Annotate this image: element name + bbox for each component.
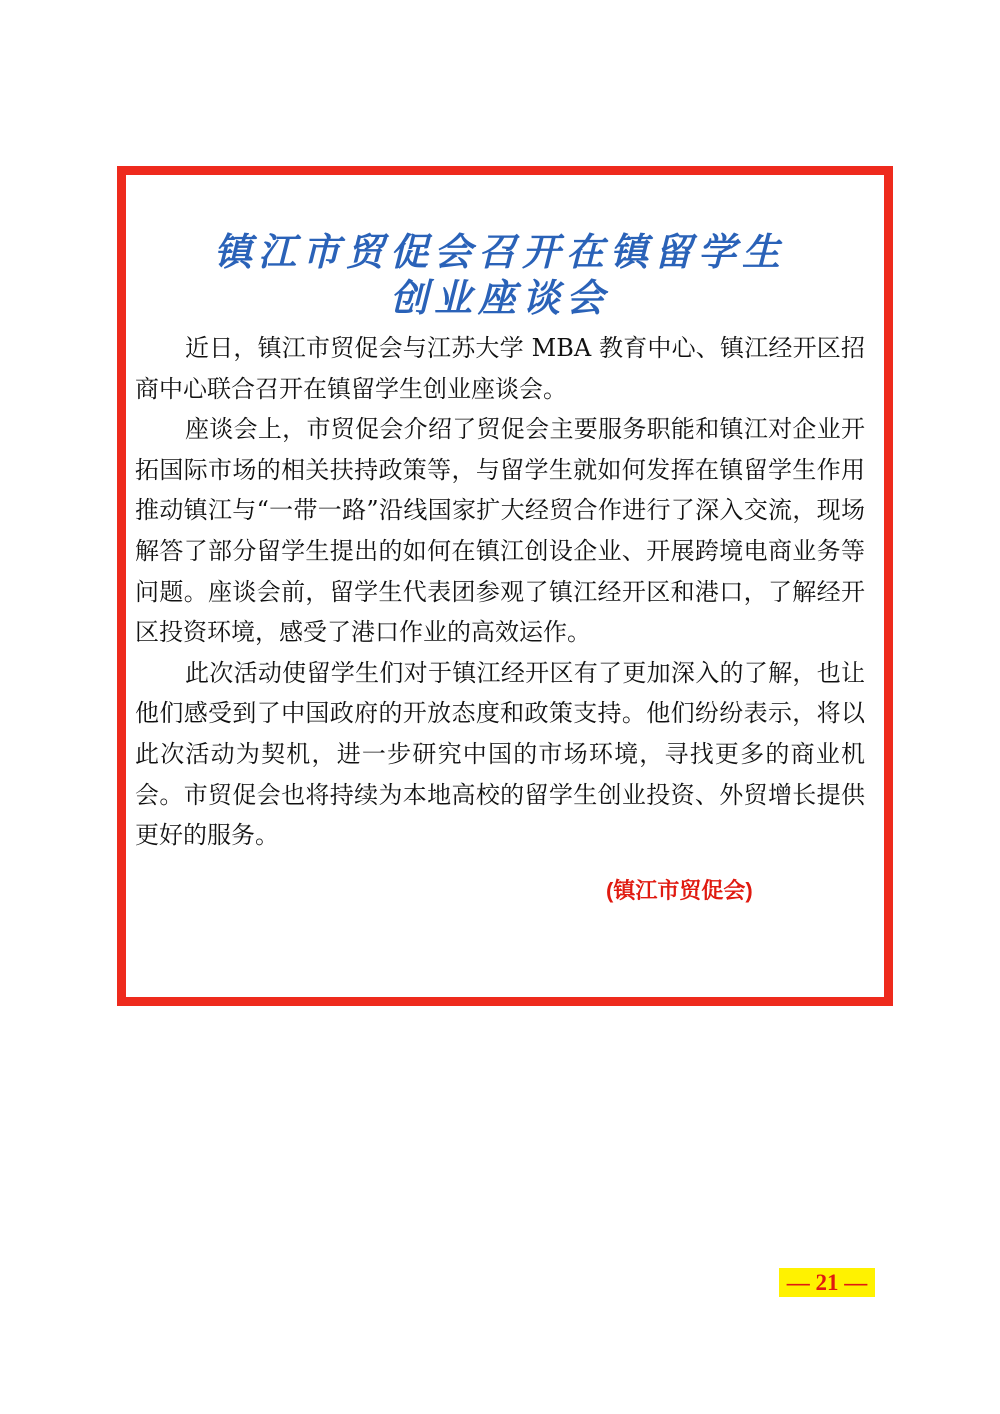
paragraph-1: 近日，镇江市贸促会与江苏大学 MBA 教育中心、镇江经开区招商中心联合召开在镇留学生创业座谈会。 [135,334,865,403]
article-title-line-1: 镇江市贸促会召开在镇留学生 [213,229,786,274]
article-signature: (镇江市贸促会) [606,878,753,903]
paragraph-2: 座谈会上，市贸促会介绍了贸促会主要服务职能和镇江对企业开拓国际市场的相关扶持政策等，与留学生就如何发挥在镇留学生作用推动镇江与“一带一路”沿线国家扩大经贸合作进行了深入交流，现场解答了部分留学生提出的如何在镇江创设企业、开展跨境电商业务等问题。座谈会前，留学生代表团参观了镇江经开区和港口，了解经开区投资环境，感受了港口作业的高效运作。 [135,415,865,647]
paragraph-3: 此次活动使留学生们对于镇江经开区有了更加深入的了解，也让他们感受到了中国政府的开放态度和政策支持。他们纷纷表示，将以此次活动为契机，进一步研究中国的市场环境，寻找更多的商业机会。市贸促会也将持续为本地高校的留学生创业投资、外贸增长提供更好的服务。 [135,658,865,850]
article-body [135,328,865,856]
page-number: — 21 — [779,1268,875,1297]
article-title-line-2: 创业座谈会 [389,275,610,320]
